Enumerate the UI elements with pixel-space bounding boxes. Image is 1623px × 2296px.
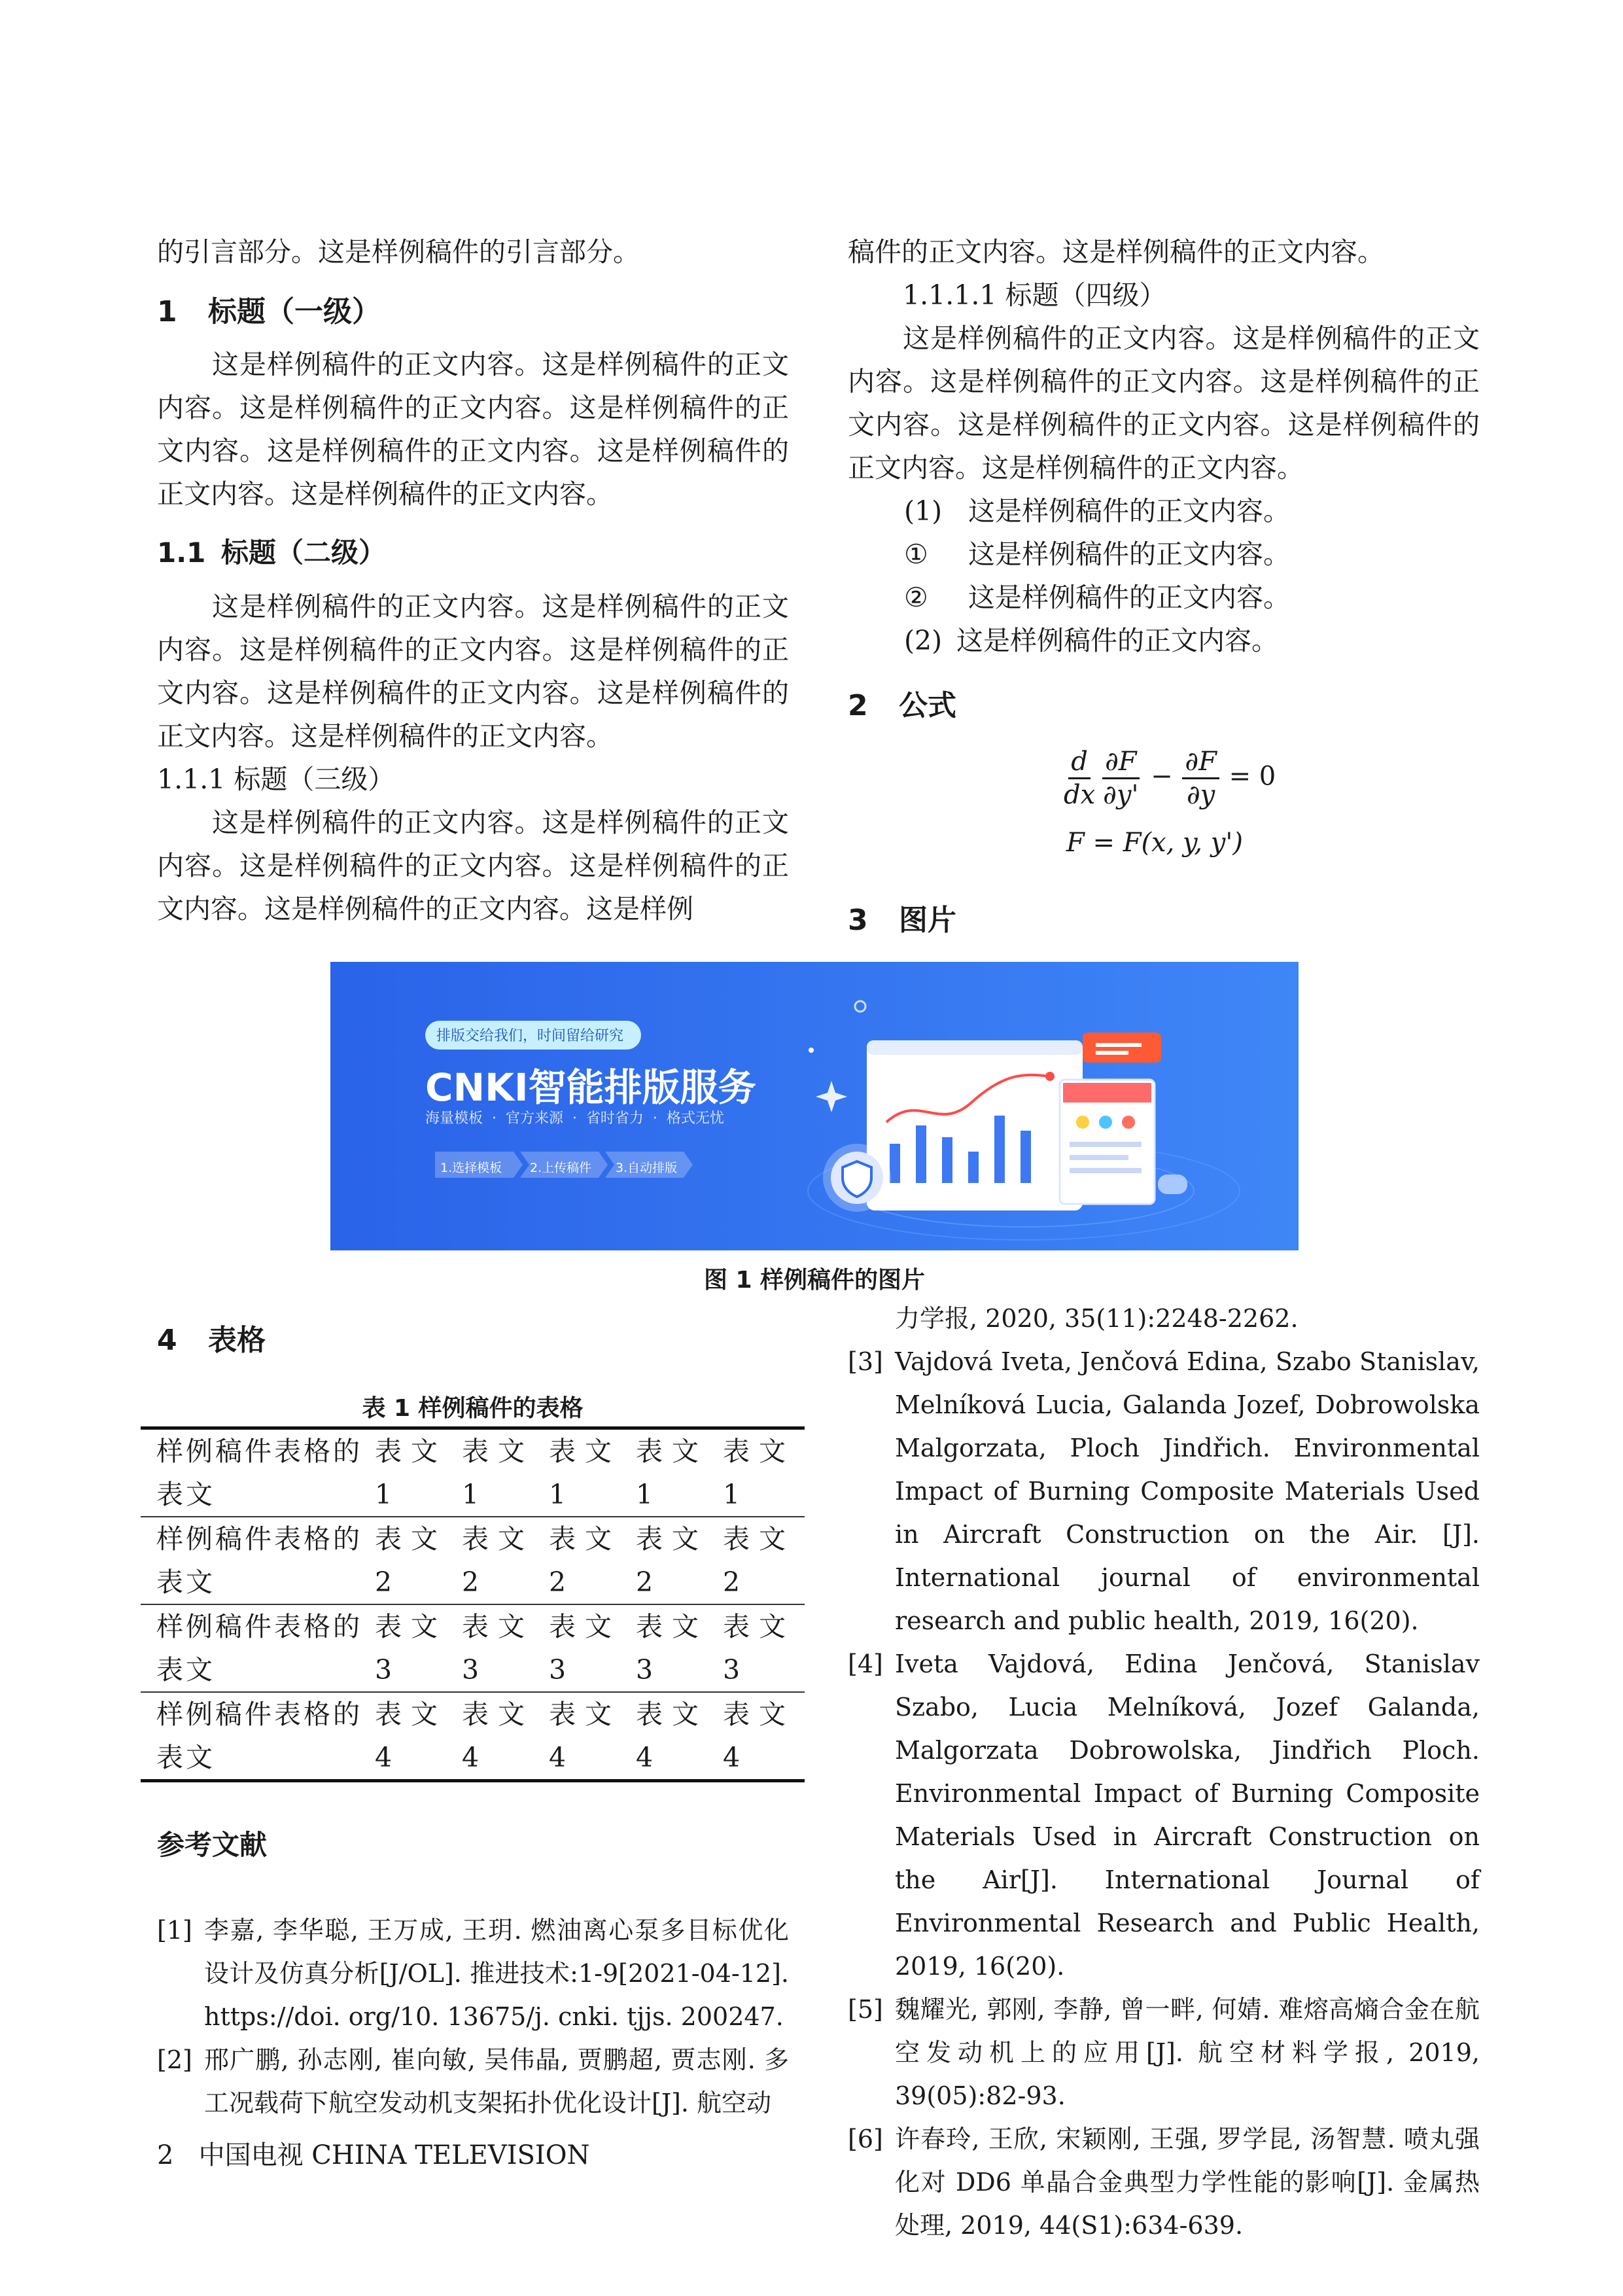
table-row [141,1604,805,1692]
banner-tag: 排版交给我们，时间留给研究 [436,1028,624,1044]
table-cell: 表文1 [462,1436,534,1510]
reference-item: [6] 许春玲, 王欣, 宋颖刚, 王强, 罗学昆, 汤智慧. 喷丸强化对 DD6 单晶合金典型力学性能的影响[J]. 金属热处理, 2019, 44(S1):634-639. [848,2125,1480,2240]
body-paragraph: 这是样例稿件的正文内容。这是样例稿件的正文内容。这是样例稿件的正文内容。这是样例稿件的正文内容。这是样例稿件的正文内容。这是样例 [157,807,789,925]
table-cell: 表文2 [375,1523,447,1598]
reference-item: [2] 邢广鹏, 孙志刚, 崔向敏, 吴伟晶, 贾鹏超, 贾志刚. 多工况载荷下航空发动机支架拓扑优化设计[J]. 航空动 [157,2045,789,2117]
table-cell: 表文4 [549,1699,621,1773]
body-paragraph-continued: 稿件的正文内容。这是样例稿件的正文内容。 [848,236,1384,268]
table-cell: 表文1 [375,1436,447,1510]
list-item: (1) 这是样例稿件的正文内容。 [904,495,1290,527]
heading-level-1: 1 标题（一级） [157,295,381,328]
table-caption: 表 1 样例稿件的表格 [362,1395,584,1422]
table-cell: 表文3 [375,1611,447,1686]
table-row [141,1692,805,1781]
equation-2: F = F(x, y, y') [1066,828,1243,858]
table-cell: 表文1 [549,1436,621,1510]
page-footer: 2 中国电视 CHINA TELEVISION [157,2140,590,2170]
table-row [141,1430,805,1517]
heading-section-4: 4 表格 [157,1324,266,1357]
equation-1: $\frac{d}{dx}$ $\frac{\partial F}{\partial y'}$ − $\frac{\partial F}{\partial y}$ = 0 [1064,747,1276,810]
reference-item: [4] Iveta Vajdová, Edina Jenčová, Stanislav Szabo, Lucia Melníková, Jozef Galanda, Malgorzata Dobrowolska, Jindřich Ploch. Environmental Impact of Burning Composite Materials Used in Aircraft Construction on the Air[J]. International Journal of Environmental Research and Public Health, 2019, 16(20). [848,1650,1480,1981]
banner-step-2: 2.上传稿件 [530,1161,592,1175]
banner-step-1: 1.选择模板 [440,1161,502,1175]
body-paragraph: 这是样例稿件的正文内容。这是样例稿件的正文内容。这是样例稿件的正文内容。这是样例稿件的正文内容。这是样例稿件的正文内容。这是样例稿件的正文内容。这是样例稿件的正文内容。 [157,591,789,752]
reference-continued: 力学报, 2020, 35(11):2248-2262. [895,1304,1299,1333]
heading-level-3: 1.1.1 标题（三级） [157,764,395,795]
heading-section-3: 3 图片 [848,904,956,937]
reference-item: [3] Vajdová Iveta, Jenčová Edina, Szabo Stanislav, Melníková Lucia, Galanda Jozef, Dobrowolska Malgorzata, Ploch Jindřich. Environmental Impact of Burning Composite Materials Used in Aircraft Construction on the Air. [J]. International journal of environmental research and public health, 2019, 16(20). [848,1347,1480,1635]
heading-level-4: 1.1.1.1 标题（四级） [903,279,1166,311]
table-row [141,1517,805,1604]
table-cell: 表文3 [462,1611,534,1686]
table-cell: 表文2 [462,1523,534,1598]
reference-item: [5] 魏耀光, 郭刚, 李静, 曾一畔, 何婧. 难熔高熵合金在航空发动机上的应用[J]. 航空材料学报, 2019, 39(05):82-93. [848,1995,1480,2110]
left-column [157,230,789,930]
banner-title: CNKI智能排版服务 [425,1065,756,1110]
list-item: (2) 这是样例稿件的正文内容。 [904,625,1278,656]
intro-tail: 的引言部分。这是样例稿件的引言部分。 [157,236,640,268]
body-paragraph: 这是样例稿件的正文内容。这是样例稿件的正文内容。这是样例稿件的正文内容。这是样例稿件的正文内容。这是样例稿件的正文内容。这是样例稿件的正文内容。这是样例稿件的正文内容。 [848,323,1480,484]
table-cell: 表文2 [723,1523,795,1598]
references-right [848,1297,1480,2247]
banner-step-3: 3.自动排版 [616,1161,678,1175]
table-cell: 表文2 [636,1523,708,1598]
table-cell-label: 样例稿件表格的表文 [156,1436,362,1510]
table-cell: 表文2 [549,1523,621,1598]
table-cell: 表文3 [549,1611,621,1686]
reference-item: [1] 李嘉, 李华聪, 王万成, 王玥. 燃油离心泵多目标优化设计及仿真分析[J/OL]. 推进技术:1-9[2021-04-12]. https://doi. org/10. 13675/j. cnki. tjjs. 200247. [157,1916,789,2031]
table-cell: 表文3 [636,1611,708,1686]
list-item: ② 这是样例稿件的正文内容。 [904,582,1290,613]
table-cell: 表文3 [723,1611,795,1686]
table-cell-label: 样例稿件表格的表文 [156,1699,362,1773]
right-column [848,230,1480,728]
list-item: ① 这是样例稿件的正文内容。 [904,539,1290,570]
heading-level-2: 1.1 标题（二级） [157,537,387,569]
references-left [157,1909,789,2125]
table-cell: 表文4 [375,1699,447,1773]
table-cell-label: 样例稿件表格的表文 [156,1523,362,1598]
references-heading: 参考文献 [157,1829,268,1861]
figure-caption: 图 1 样例稿件的图片 [703,1267,926,1294]
table-cell: 表文1 [723,1436,795,1510]
table-cell: 表文4 [723,1699,795,1773]
table-cell: 表文1 [636,1436,708,1510]
table-cell-label: 样例稿件表格的表文 [156,1611,362,1686]
figure-banner-image [330,962,1299,1250]
banner-features: 海量模板 · 官方来源 · 省时省力 · 格式无忧 [425,1110,724,1127]
body-paragraph: 这是样例稿件的正文内容。这是样例稿件的正文内容。这是样例稿件的正文内容。这是样例稿件的正文内容。这是样例稿件的正文内容。这是样例稿件的正文内容。这是样例稿件的正文内容。 [157,349,789,510]
data-table [141,1426,805,1782]
table-cell: 表文4 [636,1699,708,1773]
table-cell: 表文4 [462,1699,534,1773]
heading-section-2: 2 公式 [848,689,956,722]
